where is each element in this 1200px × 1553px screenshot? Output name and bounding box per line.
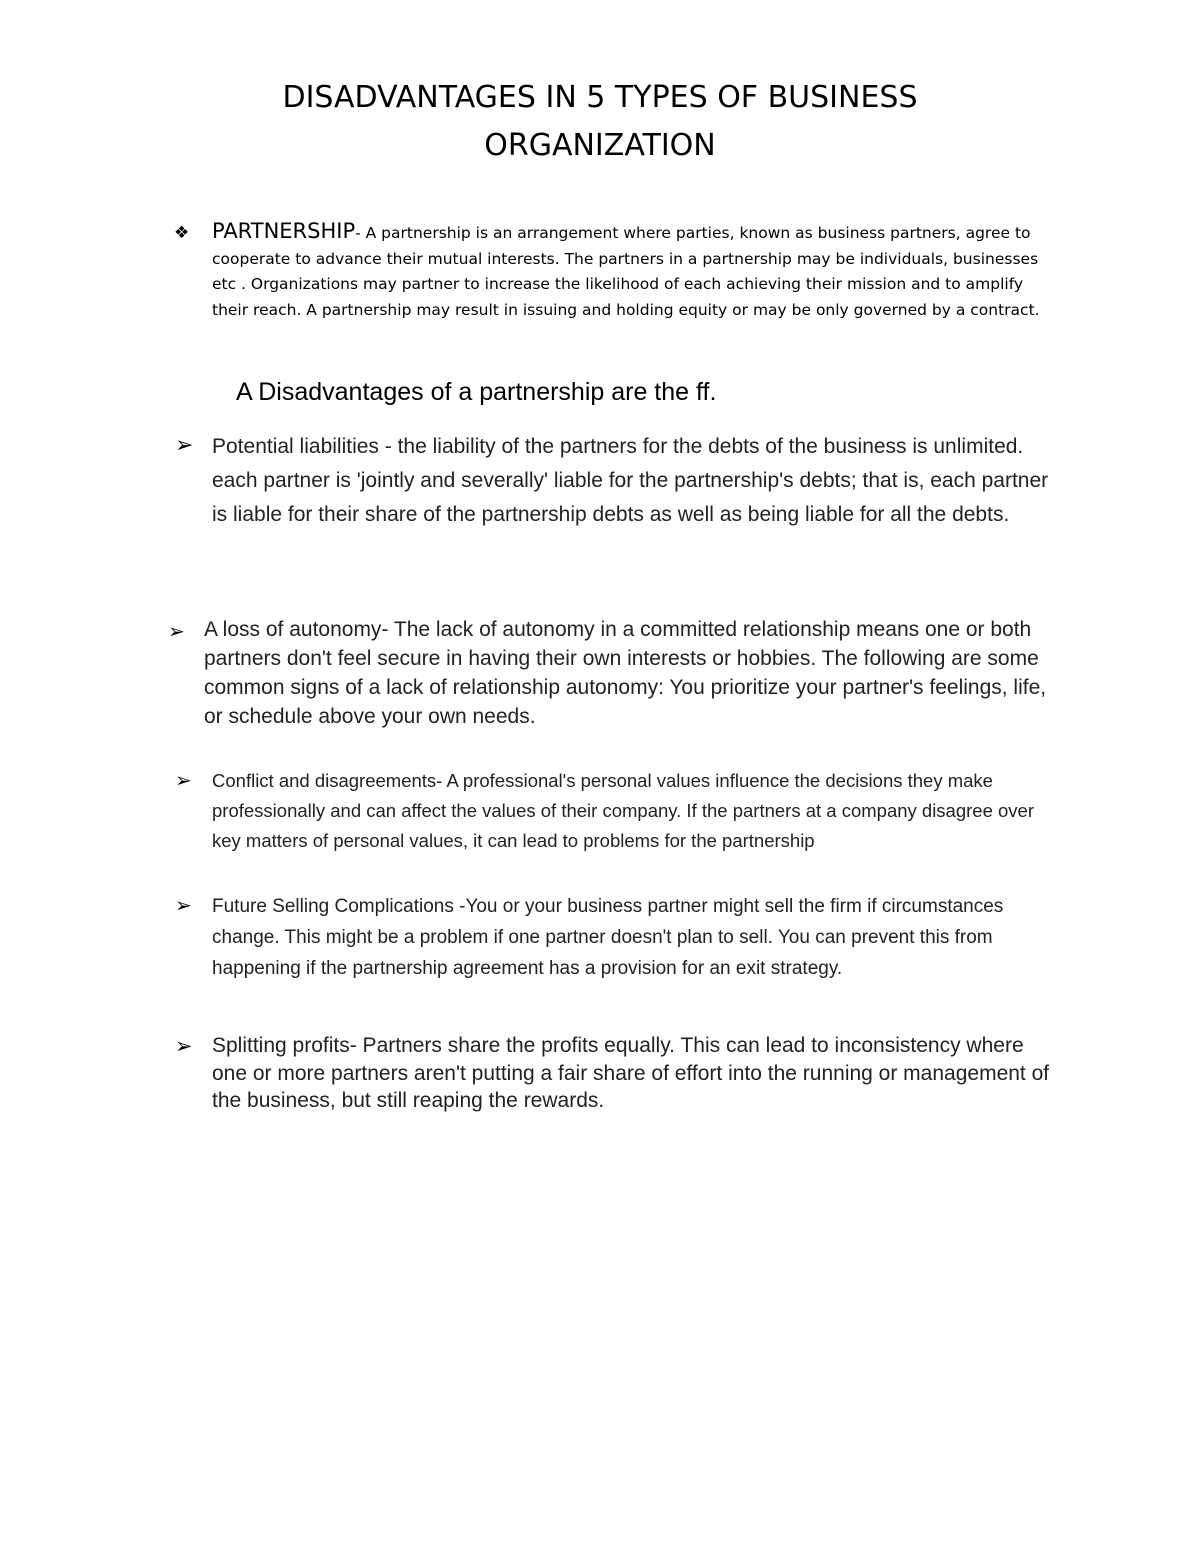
arrow-bullet-icon: ➢ — [175, 1035, 193, 1058]
arrow-bullet-icon: ➢ — [168, 621, 185, 643]
list-item-text: Conflict and disagreements- A professional's personal values influence the decisions they make professionally and can affect the values of their company. If the partners at a company disagree over key matters of personal values, it can lead to problems for the partnership — [212, 770, 1035, 851]
document-title-line-1: DISADVANTAGES IN 5 TYPES OF BUSINESS — [282, 80, 918, 115]
partnership-heading: PARTNERSHIP — [212, 219, 356, 243]
partnership-definition — [212, 219, 1052, 323]
document-title-line-2: ORGANIZATION — [484, 128, 716, 163]
list-item-text: Potential liabilities - the liability of the partners for the debts of the business is unlimited. each partner is 'jointly and severally' liable for the partnership's debts; that is, each partner is liable for their share of the partnership debts as well as being liable for all the debts. — [212, 435, 1049, 526]
list-item-text: Future Selling Complications -You or your business partner might sell the firm if circumstances change. This might be a problem if one partner doesn't plan to sell. You can prevent this from happening if the partnership agreement has a provision for an exit strategy. — [212, 896, 1004, 979]
diamond-bullet-icon: ❖ — [174, 223, 190, 243]
disadvantages-subheading: A Disadvantages of a partnership are the ff. — [236, 378, 717, 406]
arrow-bullet-icon: ➢ — [175, 770, 192, 792]
arrow-bullet-icon: ➢ — [175, 432, 194, 457]
list-item-text: A loss of autonomy- The lack of autonomy in a committed relationship means one or both partners don't feel secure in having their own interests or hobbies. The following are some common signs of a lack of relationship autonomy: You prioritize your partner's feelings, life, or schedule above your own needs. — [204, 618, 1047, 728]
arrow-bullet-icon: ➢ — [175, 895, 192, 917]
list-item-text: Splitting profits- Partners share the profits equally. This can lead to inconsistency where one or more partners aren't putting a fair share of effort into the running or management of the business, but still reaping the rewards. — [212, 1034, 1050, 1112]
partnership-definition-text: - A partnership is an arrangement where parties, known as business partners, agree to cooperate to advance their mutual interests. The partners in a partnership may be individuals, businesses etc . Organizations may partner to increase the likelihood of each achieving their mission and to amplify their reach. A partnership may result in issuing and holding equity or may be only governed by a contract. — [212, 224, 1040, 319]
